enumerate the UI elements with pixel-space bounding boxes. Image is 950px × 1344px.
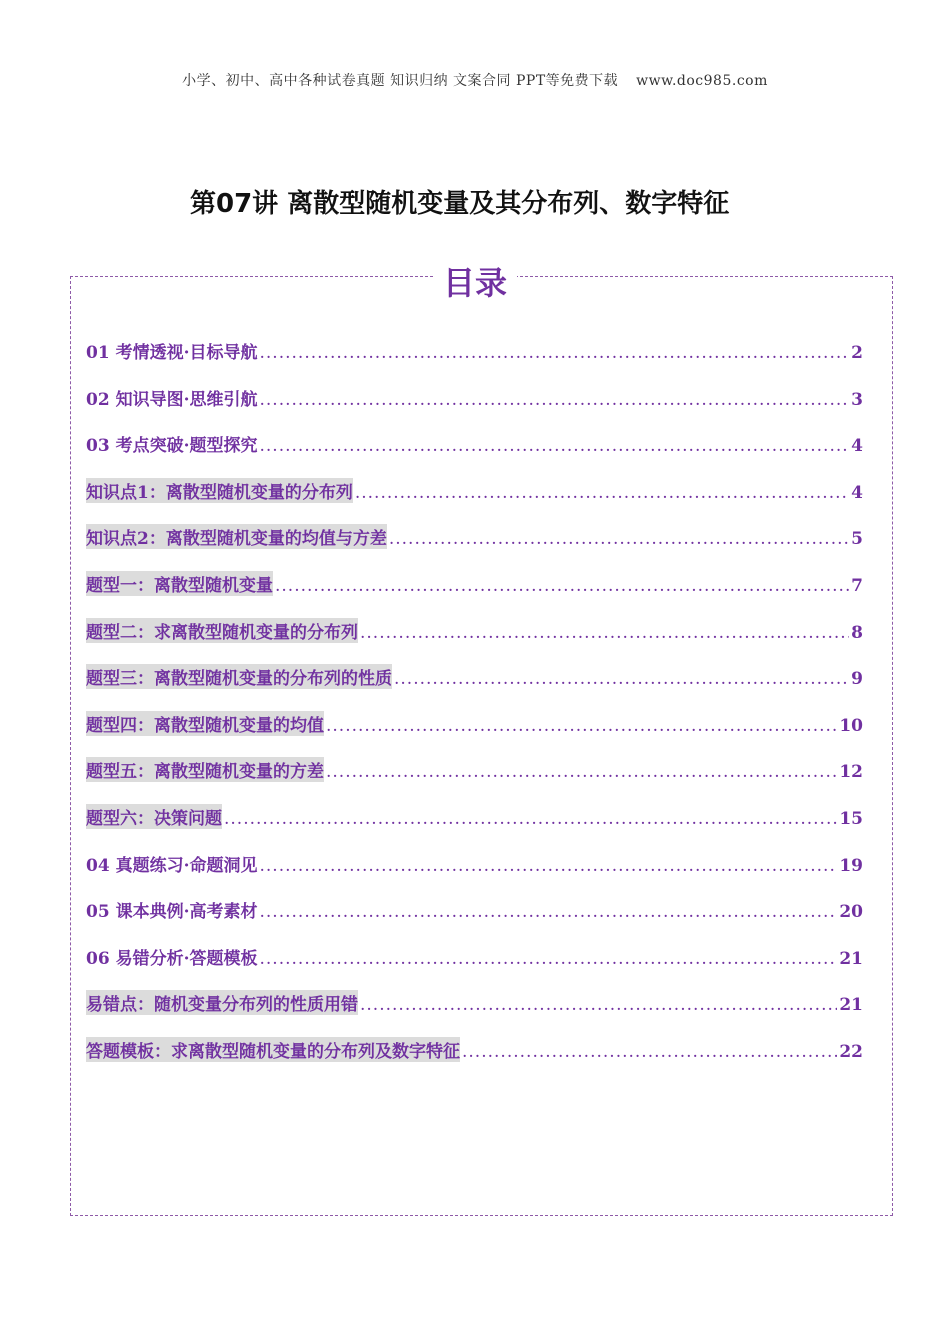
toc-entry[interactable] [86, 431, 863, 478]
toc-entry[interactable] [86, 478, 863, 525]
toc-entry[interactable] [86, 757, 863, 804]
toc-leader-dots [260, 390, 850, 410]
toc-leader-dots [394, 669, 849, 689]
header-text: 小学、初中、高中各种试卷真题 知识归纳 文案合同 PPT等免费下载 [182, 73, 619, 89]
toc-entry-label[interactable]: 易错点：随机变量分布列的性质用错 [86, 990, 358, 1015]
toc-entry-label[interactable]: 知识点1：离散型随机变量的分布列 [86, 478, 353, 503]
toc-entry[interactable] [86, 571, 863, 618]
toc-entry-page[interactable]: 7 [851, 575, 863, 596]
toc-entry-page[interactable]: 21 [839, 995, 863, 1016]
toc-entry-page[interactable]: 8 [851, 622, 863, 643]
toc-entry-page[interactable]: 10 [839, 715, 863, 736]
toc-entry[interactable] [86, 944, 863, 991]
toc-entry-page[interactable]: 2 [851, 343, 863, 363]
document-title: 第07讲 离散型随机变量及其分布列、数字特征 [190, 189, 730, 219]
toc-entry-page[interactable]: 15 [839, 808, 863, 829]
page-header [0, 70, 950, 90]
toc-entry[interactable] [86, 338, 863, 385]
toc-entry-label[interactable]: 04 真题练习·命题洞见 [86, 855, 258, 876]
toc-entry-page[interactable]: 3 [851, 389, 863, 410]
header-website: www.doc985.com [636, 73, 768, 89]
toc-entry-label[interactable]: 知识点2：离散型随机变量的均值与方差 [86, 524, 387, 549]
toc-leader-dots [260, 902, 838, 922]
toc-leader-dots [224, 809, 837, 829]
toc-leader-dots [462, 1042, 837, 1062]
toc-entry-label[interactable]: 05 课本典例·高考素材 [86, 902, 258, 923]
toc-entry[interactable] [86, 524, 863, 571]
toc-entry[interactable] [86, 664, 863, 711]
toc-leader-dots [389, 529, 849, 549]
toc-entry[interactable] [86, 385, 863, 432]
toc-leader-dots [326, 716, 837, 736]
toc-entry-page[interactable]: 22 [839, 1041, 863, 1062]
toc-entry[interactable] [86, 618, 863, 665]
toc-leader-dots [260, 343, 850, 363]
toc-entry[interactable] [86, 1037, 863, 1084]
toc-leader-dots [260, 856, 838, 876]
toc-leader-dots [260, 436, 850, 456]
toc-leader-dots [360, 623, 849, 643]
toc-leader-dots [355, 483, 849, 503]
toc-entry-label[interactable]: 06 易错分析·答题模板 [86, 948, 258, 969]
toc-entry-label[interactable]: 01 考情透视·目标导航 [86, 343, 258, 363]
toc-entry-page[interactable]: 5 [851, 529, 863, 550]
toc-entry-label[interactable]: 02 知识导图·思维引航 [86, 389, 258, 410]
toc-entry-page[interactable]: 4 [851, 436, 863, 457]
toc-entry-page[interactable]: 9 [851, 669, 863, 690]
toc-entry-label[interactable]: 题型四：离散型随机变量的均值 [86, 711, 324, 736]
toc-entry[interactable] [86, 711, 863, 758]
toc-entry-page[interactable]: 4 [851, 482, 863, 503]
toc-entry-label[interactable]: 题型五：离散型随机变量的方差 [86, 757, 324, 782]
toc-entry[interactable] [86, 990, 863, 1037]
toc-entry[interactable] [86, 804, 863, 851]
toc-entry-label[interactable]: 题型三：离散型随机变量的分布列的性质 [86, 664, 392, 689]
toc-entry-page[interactable]: 12 [839, 762, 863, 783]
toc-leader-dots [360, 995, 837, 1015]
toc-entry-label[interactable]: 题型六：决策问题 [86, 804, 222, 829]
toc-entry[interactable] [86, 897, 863, 944]
toc-entry-page[interactable]: 20 [839, 902, 863, 923]
toc-entry-page[interactable]: 19 [839, 855, 863, 876]
toc-entry[interactable] [86, 851, 863, 898]
toc-entry-label[interactable]: 答题模板：求离散型随机变量的分布列及数字特征 [86, 1037, 460, 1062]
toc-leader-dots [260, 949, 838, 969]
toc-leader-dots [275, 576, 849, 596]
toc-leader-dots [326, 762, 837, 782]
toc-entry-label[interactable]: 题型二：求离散型随机变量的分布列 [86, 618, 358, 643]
toc-heading [0, 258, 950, 304]
toc-heading-text: 目录 [433, 264, 517, 302]
toc-entry-label[interactable]: 题型一：离散型随机变量 [86, 571, 273, 596]
toc-list [86, 338, 863, 1084]
toc-entry-page[interactable]: 21 [839, 948, 863, 969]
toc-entry-label[interactable]: 03 考点突破·题型探究 [86, 436, 258, 457]
